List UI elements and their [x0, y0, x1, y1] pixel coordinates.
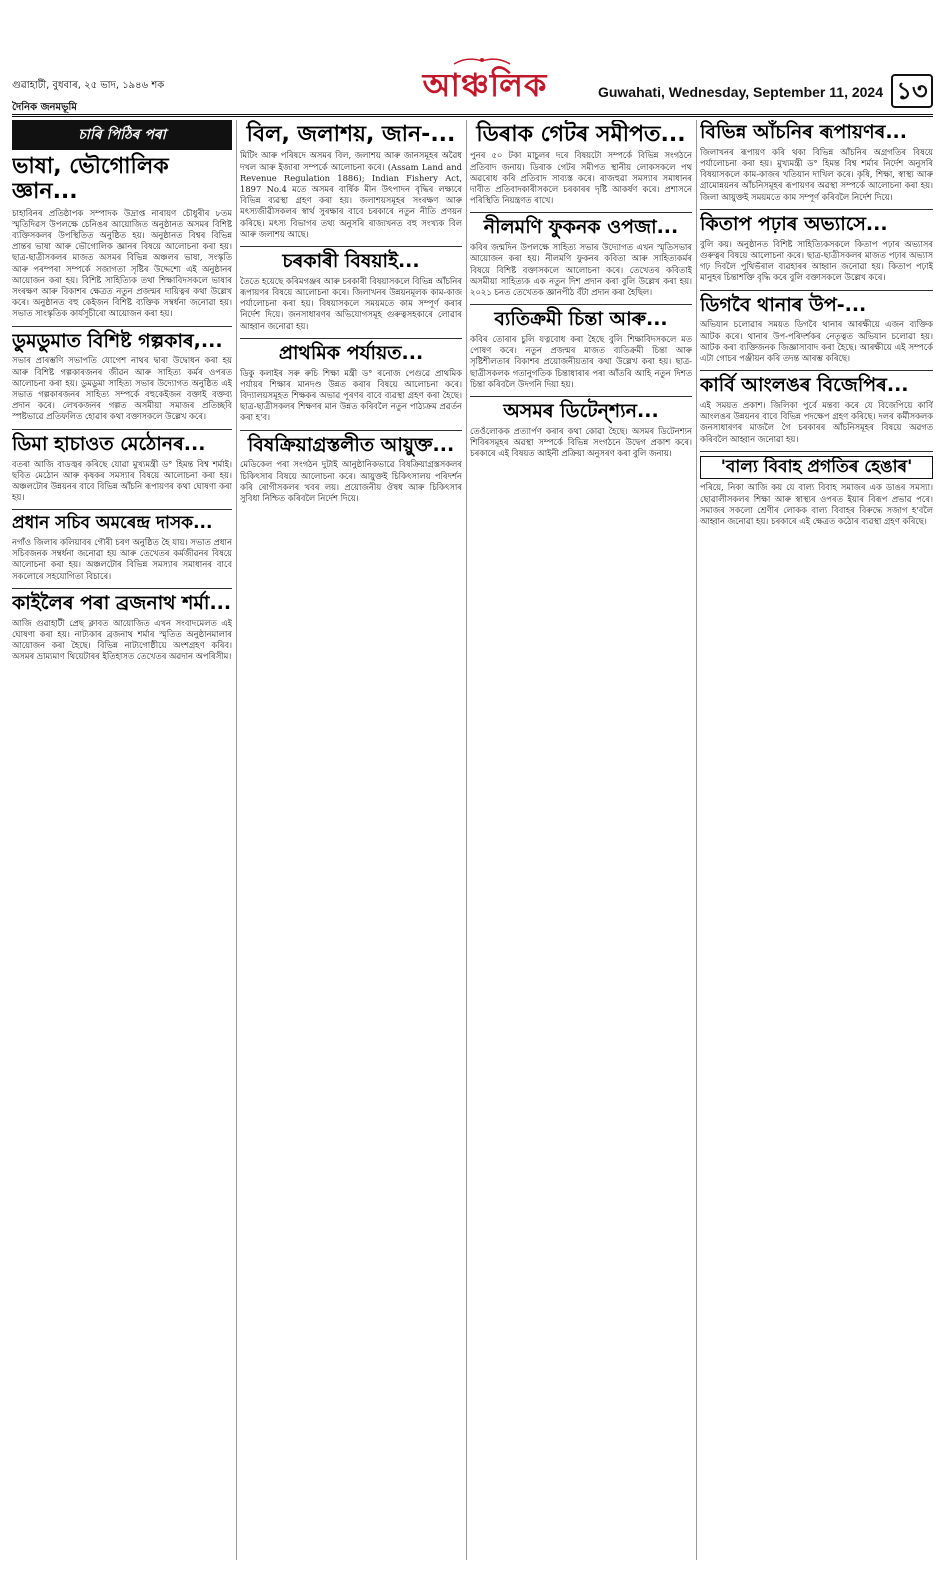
article-headline[interactable]: বিষক্ৰিয়াগ্ৰস্তলীত আয়ুক্ত...	[247, 433, 455, 456]
article	[12, 154, 232, 320]
article	[470, 217, 692, 298]
article-body: তৈতে হয়েছে কৰিমগঞ্জৰ আৰু চৰকাৰী বিষয়াসকলে বিভিন্ন আঁচনিৰ ৰূপায়ণৰ বিষয়ে আলোচনা কৰে। জিলাখনৰ উন্নয়নমূলক কাম-কাজ পৰ্যালোচনা কৰা হয়। বিষয়াসকলে সময়মতে কাম সম্পূৰ্ণ কৰাৰ নিৰ্দেশ দিয়ে। জনসাধাৰণৰ অভিযোগসমূহ গুৰুত্বসহকাৰে লোৱাৰ আহ্বান জনোৱা হয়।	[240, 275, 462, 331]
article-body: মিটিং আৰু পৰিষদে অসমৰ বিল, জলাশয় আৰু জানসমূহৰ অৱৈধ দখল আৰু ইজাৰা সম্পৰ্কে আলোচনা কৰে। (Assam Land and Revenue Regulation 1886); Indian Fishery Act, 1897 No.4 মতে অসমৰ বাৰ্ষিক মীন উৎপাদন বৃদ্ধিৰ লক্ষ্যৰে বিভিন্ন ব্যৱস্থা গ্ৰহণ কৰা হয়। জলাশয়সমূহৰ সংৰক্ষণ আৰু মৎস্যজীৱীসকলৰ স্বাৰ্থ সুৰক্ষাৰ বাবে চৰকাৰে নতুন নীতি প্ৰণয়ন কৰিছে। মৎস্য বিভাগৰ তথ্য অনুসৰি ৰাজ্যখনত বহু সংখ্যক বিল আৰু জলাশয় আছে।	[240, 150, 462, 239]
masthead-rule	[12, 114, 933, 117]
article-divider	[12, 429, 232, 430]
column-3	[470, 120, 692, 1560]
article-headline[interactable]: ডুমডুমাত বিশিষ্ট গল্পকাৰ,...	[12, 329, 223, 352]
article-divider	[240, 246, 462, 247]
article-headline[interactable]: কাইলৈৰ পৰা ব্ৰজনাথ শৰ্মা...	[12, 591, 232, 614]
article-divider	[470, 212, 692, 213]
article-headline[interactable]: নীলমণি ফুকনক ওপজা...	[483, 216, 679, 239]
article-body: তেওঁলোকক প্ৰত্যাৰ্পণ কৰাৰ কথা কোৱা হৈছে। অসমৰ ডিটেনশ্যন শিবিৰসমূহৰ অৱস্থা সম্পৰ্কে বিভিন্ন সংগঠনে উদ্বেগ প্ৰকাশ কৰে। চৰকাৰে এই বিষয়ত আইনী প্ৰক্ৰিয়া অনুসৰণ কৰা বুলি জনায়।	[470, 425, 692, 459]
article	[700, 122, 933, 203]
article-divider	[12, 588, 232, 589]
article	[700, 456, 933, 527]
article-body: নগাঁও জিলাৰ কলিয়াবৰ গৌৰী চৰণ অনুষ্ঠিত হৈ যায়। সভাত প্ৰধান সচিবজনক সম্বৰ্ধনা জনোৱা হয় আৰু তেখেতৰ কৰ্মজীৱনৰ বিষয়ে আলোচনা কৰা হয়। অঞ্চলটোৰ বিভিন্ন সমস্যাৰ সমাধানৰ বাবে সকলোৰে সহযোগিতা বিচাৰে।	[12, 536, 232, 581]
article	[12, 434, 232, 504]
article	[700, 375, 933, 445]
article-divider	[12, 509, 232, 510]
article-body: কবিৰ তোৰাৰ চুলি যত্নবোধ কৰা হৈছে বুলি শিক্ষাবিদসকলে মত পোষণ কৰে। নতুন প্ৰজন্মৰ মাজত ব্যতিক্ৰমী চিন্তা আৰু সৃষ্টিশীলতাৰ বিকাশৰ প্ৰয়োজনীয়তাৰ কথা উল্লেখ কৰা হয়। ছাত্ৰ-ছাত্ৰীসকলক গতানুগতিক চিন্তাধাৰাৰ পৰা আঁতৰি আহি নতুন দিশত চিন্তা কৰিবলৈ উদগনি দিয়া হয়।	[470, 334, 692, 389]
masthead	[0, 0, 945, 118]
article	[700, 295, 933, 365]
article-divider	[470, 396, 692, 397]
column-4	[700, 120, 933, 1560]
article-divider	[700, 209, 933, 210]
article-headline[interactable]: প্ৰাথমিক পৰ্যায়ত...	[278, 341, 424, 364]
article-body: চাহাবিনৰ প্ৰতিষ্ঠাপক সম্পাদক উদ্ৰাপ্ত নাৰায়ণ চৌধুৰীৰ ৮তম স্মৃতিদিৱস উপলক্ষে চেনিঙৰ আয়োজিত অনুষ্ঠানত অসমৰ বিশিষ্ট ব্যক্তিসকলৰ উপস্থিতিত অনুষ্ঠিত হয়। অনুষ্ঠানত বিশ্বৰ বিভিন্ন প্ৰান্তৰ ভাষা আৰু ভৌগোলিক জ্ঞানৰ বিষয়ে আলোচনা কৰা হয়। ছাত্ৰ-ছাত্ৰীসকলৰ মাজত অসমৰ বিভিন্ন অঞ্চলৰ ভাষা, সংস্কৃতি আৰু পৰম্পৰা সম্পৰ্কে সজাগতা সৃষ্টিৰ উদ্দেশ্যে এই অনুষ্ঠানৰ আয়োজন কৰা হয়। বিশিষ্ট সাহিত্যিক তথা শিক্ষাবিদসকলে ভাষাৰ সংৰক্ষণ আৰু বিকাশৰ ক্ষেত্ৰত নতুন প্ৰজন্মৰ দায়িত্বৰ কথা উল্লেখ কৰে। অনুষ্ঠানত বহু কেইজন বিশিষ্ট ব্যক্তিক সম্বৰ্ধনা জনোৱা হয়। সভাত সাংস্কৃতিক কাৰ্যসূচীৰো আয়োজন কৰা হয়।	[12, 207, 232, 319]
masthead-title: আঞ্চলিক	[422, 66, 548, 104]
article-divider	[700, 451, 933, 452]
article	[12, 514, 232, 581]
column-divider	[236, 120, 237, 1560]
article-divider	[470, 304, 692, 305]
article-body: জিলাখনৰ ৰূপায়ণ কৰি থকা বিভিন্ন আঁচনিৰ অগ্ৰগতিৰ বিষয়ে পৰ্যালোচনা কৰা হয়। মুখ্যমন্ত্ৰী ড° হিমন্ত বিশ্ব শৰ্মাৰ নিৰ্দেশ অনুসৰি বিষয়াসকলে কাম-কাজৰ খতিয়ান দাখিল কৰে। কৃষি, শিক্ষা, স্বাস্থ্য আৰু গ্ৰামোন্নয়নৰ আঁচনিসমূহৰ ৰূপায়ণৰ অৱস্থা সম্পৰ্কে আলোচনা কৰা হয়। জিলা আয়ুক্তই সময়মতে কাম সম্পূৰ্ণ কৰিবলৈ নিৰ্দেশ দিয়ে।	[700, 146, 933, 202]
article	[240, 435, 462, 505]
page-number: ১৩	[891, 74, 933, 108]
article-divider	[240, 430, 462, 431]
article	[470, 309, 692, 390]
masthead-paper-name: দৈনিক জনমভূমি	[12, 102, 77, 113]
masthead-date-assamese: গুৱাহাটী, বুধবাৰ, ২৫ ভাদ, ১৯৪৬ শক	[12, 80, 165, 91]
article	[240, 343, 462, 424]
column-divider	[696, 120, 697, 1560]
article-headline[interactable]: বিভিন্ন আঁচনিৰ ৰূপায়ণৰ...	[700, 121, 907, 143]
article-body: এই সময়ত প্ৰকাশ। জিলিকা পুৰ্বে মন্তব্য কৰে যে বিজেপিয়ে কাৰ্বি আংলঙৰ উন্নয়নৰ বাবে বিভিন্ন পদক্ষেপ গ্ৰহণ কৰিছে। দলৰ কৰ্মীসকলক জনসাধাৰণৰ মাজলৈ গৈ চৰকাৰৰ আঁচনিসমূহৰ বিষয়ে অৱগত কৰিবলৈ আহ্বান জনোৱা হয়।	[700, 400, 933, 444]
article-headline[interactable]: অসমৰ ডিটেন্‌শ্যন...	[503, 400, 659, 423]
article-body: মেডিকেল পৰা সংগঠন দুটাই আনুষ্ঠানিকভাৱে বিষক্ৰিয়াগ্ৰস্তসকলৰ চিকিৎসাৰ বিষয়ে আলোচনা কৰে। আয়ুক্তই চিকিৎসালয় পৰিদৰ্শন কৰি ৰোগীসকলৰ খবৰ লয়। প্ৰয়োজনীয় ঔষধ আৰু চিকিৎসাৰ সুবিধা নিশ্চিত কৰিবলৈ নিৰ্দেশ দিয়ে।	[240, 459, 462, 504]
article-headline[interactable]: বিল, জলাশয়, জান-...	[246, 122, 456, 147]
article-headline[interactable]: ডিৰাক গেটৰ সমীপত...	[476, 122, 686, 147]
article-body: কবিৰ জন্মদিন উপলক্ষে সাহিত্য সভাৰ উদ্যোগত এখন স্মৃতিসভাৰ আয়োজন কৰা হয়। নীলমণি ফুকনৰ কবিতা আৰু সাহিত্যকৰ্মৰ বিষয়ে বিশিষ্ট বক্তাসকলে আলোচনা কৰে। তেখেতৰ কবিতাই অসমীয়া সাহিত্যক এক নতুন দিশ প্ৰদান কৰা বুলি উল্লেখ কৰা হয়। ২০২১ চনত তেখেতক জ্ঞানপীঠ বঁটা প্ৰদান কৰা হৈছিল।	[470, 242, 692, 297]
article-headline[interactable]: ভাষা, ভৌগোলিক জ্ঞান...	[12, 154, 169, 205]
article-divider	[12, 326, 232, 327]
article	[470, 122, 692, 206]
article-body: বতৰা আজি বাডজ্বৰ কৰিছে যোৱা মুখ্যমন্ত্ৰী ড° হিমন্ত বিশ্ব শৰ্মাই। ছবিত মেঠোন আৰু কৃষকৰ সমস্যাৰ বিষয়ে আলোচনা কৰা হয়। অঞ্চলটোৰ উন্নয়নৰ বাবে বিভিন্ন আঁচনি ৰূপায়ণৰ কথা ঘোষণা কৰা হয়।	[12, 458, 232, 503]
article-divider	[700, 370, 933, 371]
article-body: সভাৰ প্ৰাৰম্ভণি সভাপতি যোগেশ নাথৰ দ্বাৰা উদ্বোধন কৰা হয় আৰু বিশিষ্ট গল্পকাৰজনৰ জীৱন আৰু সাহিত্য কৰ্মৰ ওপৰত আলোচনা কৰা হয়। ডুমডুমা সাহিত্য সভাৰ উদ্যোগত অনুষ্ঠিত এই সভাত গল্পকাৰজনৰ সাহিত্য সম্পৰ্কে বহুকেইজন বক্তাই বক্তব্য প্ৰদান কৰে। লেখকজনৰ গল্পত অসমীয়া সমাজৰ প্ৰতিচ্ছবি স্পষ্টভাৱে প্ৰতিফলিত হোৱাৰ কথা বক্তাসকলে উল্লেখ কৰে।	[12, 355, 232, 422]
article-headline[interactable]: 'বাল্য বিবাহ প্ৰগতিৰ হেঙাৰ'	[700, 456, 933, 480]
article-headline[interactable]: প্ৰধান সচিব অমৰেন্দ্ৰ দাসক...	[12, 513, 213, 534]
article	[470, 401, 692, 459]
article-divider	[240, 338, 462, 339]
article-body: পৰিয়ে, নিকা আজি কয় যে বাল্য বিবাহ সমাজৰ এক ডাঙৰ সমস্যা। ছোৱালীসকলৰ শিক্ষা আৰু স্বাস্থ্যৰ ওপৰত ইয়াৰ বিৰূপ প্ৰভাৱ পৰে। সমাজৰ সকলো শ্ৰেণীৰ লোকক বাল্য বিবাহৰ বিৰুদ্ধে সজাগ হ'বলৈ আহ্বান জনোৱা হয়। চৰকাৰে এই ক্ষেত্ৰত কঠোৰ ব্যৱস্থা গ্ৰহণ কৰিছে।	[700, 482, 933, 526]
article	[700, 214, 933, 284]
article-headline[interactable]: ডিমা হাচাওত মেঠোনৰ...	[12, 432, 206, 455]
article	[240, 251, 462, 332]
article-body: ডিকু কলাইৰ সৰু ৰুচি শিক্ষা মন্ত্ৰী ড° ৰনোজ পেগুৱে প্ৰাথমিক পৰ্যায়ৰ শিক্ষাৰ মানদণ্ড উন্নত কৰাৰ বিষয়ে আলোচনা কৰে। বিদ্যালয়সমূহত শিক্ষকৰ অভাৱ পূৰণৰ বাবে ব্যৱস্থা গ্ৰহণ কৰা হৈছে। ছাত্ৰ-ছাত্ৰীসকলৰ শিক্ষণৰ মান উন্নত কৰিবলৈ নতুন পাঠ্যক্ৰম প্ৰৱৰ্তন কৰা হ'ব।	[240, 367, 462, 423]
article-body: বুলি কয়। অনুষ্ঠানত বিশিষ্ট সাহিত্যিকসকলে কিতাপ পঢ়াৰ অভ্যাসৰ গুৰুত্বৰ বিষয়ে আলোচনা কৰে। ছাত্ৰ-ছাত্ৰীসকলৰ মাজত পঢ়াৰ অভ্যাস গঢ় দিবলৈ পুথিভঁৰাল ব্যৱহাৰৰ আহ্বান জনোৱা হয়। কিতাপ পঢ়াই মানুহৰ চিন্তাশক্তি বৃদ্ধি কৰে বুলি বক্তাসকলে উল্লেখ কৰে।	[700, 238, 933, 283]
article-divider	[700, 290, 933, 291]
article-body: অভিযান চলোৱাৰ সময়ত ডিগবৈ থানাৰ আৰক্ষীয়ে এজন ব্যক্তিক আটক কৰে। থানাৰ উপ-পৰিদৰ্শকৰ নেতৃত্বত অভিযান চলোৱা হয়। আটক কৰা ব্যক্তিজনক জিজ্ঞাসাবাদ কৰা হৈছে। আৰক্ষীয়ে এই সম্পৰ্কে এটা গোচৰ পঞ্জীয়ন কৰি তদন্ত আৰম্ভ কৰিছে।	[700, 319, 933, 363]
column-2	[240, 120, 462, 1560]
article-headline[interactable]: ডিগবৈ থানাৰ উপ-...	[700, 293, 867, 316]
section-banner: চাৰি পিঠিৰ পৰা	[12, 120, 232, 150]
column-divider	[466, 120, 467, 1560]
article	[12, 331, 232, 423]
article-body: পুনৰ ৫০ টকা মাচুলৰ দৰে বিষয়টো সম্পৰ্কে বিভিন্ন সংগঠনে প্ৰতিবাদ জনায়। ডিৰাক গেটৰ সমীপত স্থানীয় লোকসকলে পথ অৱৰোধ কৰি প্ৰতিবাদ সাব্যস্ত কৰে। ৰাজহুৱা সমস্যাৰ সমাধানৰ দাবীত প্ৰতিবাদকাৰীসকলে চৰকাৰৰ দৃষ্টি আকৰ্ষণ কৰে। প্ৰশাসনে পৰিস্থিতি নিয়ন্ত্ৰণত ৰাখে।	[470, 150, 692, 206]
article	[240, 122, 462, 240]
article	[12, 593, 232, 663]
article-headline[interactable]: কিতাপ পঢ়াৰ অভ্যাসে...	[700, 212, 888, 235]
article-headline[interactable]: চৰকাৰী বিষয়াই...	[282, 249, 420, 272]
column-1	[12, 120, 232, 1560]
article-body: আজি গুৱাহাটী প্ৰেছ ক্লাবত আয়োজিত এখন সংবাদমেলত এই ঘোষণা কৰা হয়। নাট্যকাৰ ব্ৰজনাথ শৰ্মাৰ স্মৃতিত অনুষ্ঠানমালাৰ আয়োজন কৰা হৈছে। বিভিন্ন নাট্যগোষ্ঠীয়ে অংশগ্ৰহণ কৰিব। অসমৰ ভ্ৰাম্যমাণ থিয়েটাৰৰ ইতিহাসত তেখেতৰ অৱদান অপৰিসীম।	[12, 617, 232, 662]
article-headline[interactable]: কাৰ্বি আংলঙৰ বিজেপিৰ...	[700, 374, 909, 397]
masthead-date-english: Guwahati, Wednesday, September 11, 2024	[597, 84, 883, 100]
article-headline[interactable]: ব্যতিক্ৰমী চিন্তা আৰু...	[494, 308, 668, 331]
